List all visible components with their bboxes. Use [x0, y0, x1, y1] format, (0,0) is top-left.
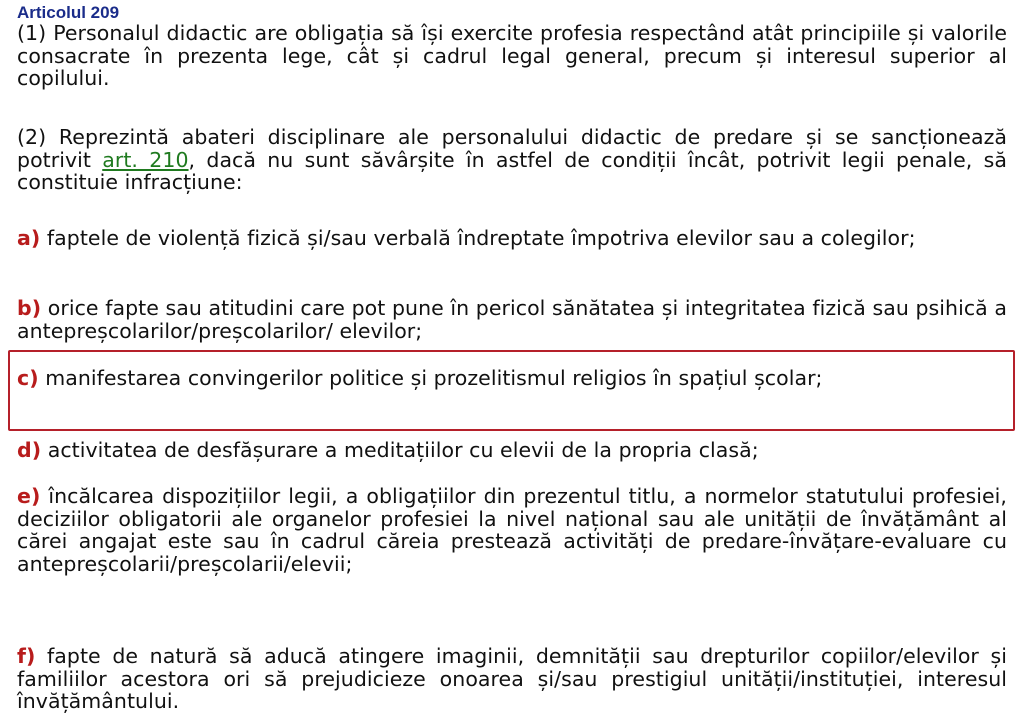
paragraph-1: (1) Personalul didactic are obligația să își exercite profesia respectând atât principiile și valorile consacrate în prezenta lege, cât și cadrul legal general, precum și interesul superior al copilului.	[17, 21, 1007, 90]
article-heading: Articolul 209	[17, 3, 120, 22]
paragraph-2-text-before: (2) Reprezintă abateri disciplinare ale personalului didactic de predare și se sancționează potrivit	[17, 125, 1007, 172]
item-letter: e)	[17, 484, 41, 508]
list-item-c	[17, 367, 1007, 390]
article-210-link[interactable]: art. 210	[102, 147, 189, 172]
paragraph-2	[17, 126, 1007, 194]
item-text: faptele de violență fizică și/sau verbală îndreptate împotriva elevilor sau a colegilor;	[40, 226, 916, 250]
item-letter: b)	[17, 296, 42, 320]
list-item-d	[17, 439, 1007, 462]
item-text: fapte de natură să aducă atingere imaginii, demnității sau drepturilor copiilor/elevilor și familiilor acestora ori să prejudicieze onoarea și/sau prestigiul unității/instituției, interesul învățământului.	[17, 644, 1007, 713]
item-text: orice fapte sau atitudini care pot pune în pericol sănătatea și integritatea fizică sau psihică a antepreșcolarilor/preșcolarilor/ elevilor;	[17, 296, 1007, 343]
item-letter: f)	[17, 644, 36, 668]
list-item-e	[17, 485, 1007, 575]
highlight-box	[8, 350, 1015, 431]
list-item-a	[17, 227, 1007, 250]
item-letter: a)	[17, 226, 41, 250]
list-item-b	[17, 297, 1007, 342]
item-text: activitatea de desfășurare a meditațiilor cu elevii de la propria clasă;	[41, 438, 759, 462]
item-text: încălcarea dispozițiilor legii, a obligațiilor din prezentul titlu, a normelor statutului profesiei, deciziilor obligatorii ale organelor profesiei la nivel național sau ale unității de învățământ al cărei angajat este sau în cadrul căreia prestează activități de predare-învățare-evaluare cu antepreșcolarii/preșcolarii/elevii;	[17, 484, 1007, 576]
item-text: manifestarea convingerilor politice și prozelitismul religios în spațiul școlar;	[38, 366, 823, 390]
item-letter: c)	[17, 366, 39, 390]
paragraph-2-text-after: , dacă nu sunt săvârșite în astfel de condiții încât, potrivit legii penale, să constituie infracțiune:	[17, 147, 1007, 194]
list-item-f	[17, 645, 1007, 713]
item-letter: d)	[17, 438, 42, 462]
